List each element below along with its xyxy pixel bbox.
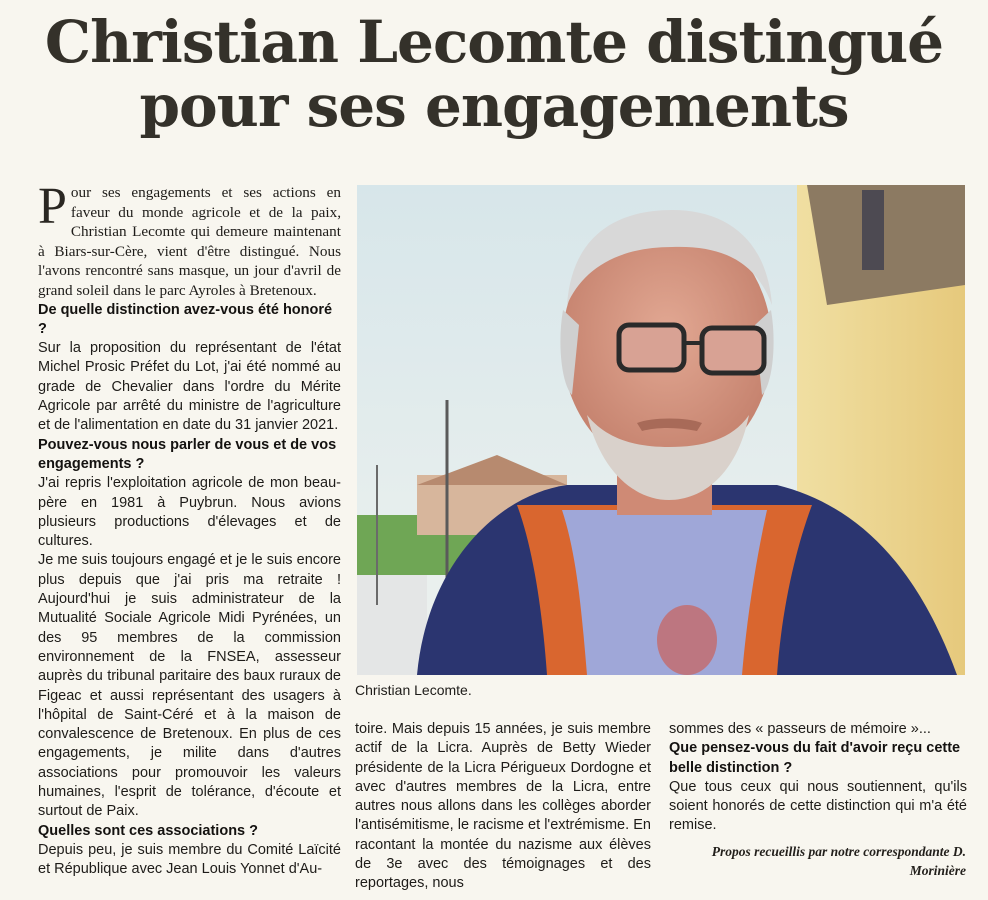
headline-line-1: Christian Lecomte distingué <box>44 8 944 76</box>
answer-2a: J'ai repris l'exploitation agricole de mon beau-père en 1981 à Puybrun. Nous avions plusieurs productions d'élevages et de cultures. <box>38 475 341 550</box>
answer-1: Sur la proposition du représentant de l'état Michel Prosic Préfet du Lot, j'ai été nommé au grade de Chevalier dans l'ordre du Mérite Agricole par arrêté du ministre de l'agriculture et de l'alimentation en date du 31 janvier 2021. <box>38 340 341 434</box>
portrait-photo <box>357 185 965 675</box>
answer-3c: sommes des « passeurs de mémoire »... <box>669 721 931 737</box>
answer-2b: Je me suis toujours engagé et je le suis encore plus depuis que j'ai pris ma retraite ! Aujourd'hui je suis administrateur de la Mutualité Sociale Agricole Midi Pyrénées, un des 95 membres de la commission environnement de la FNSEA, assesseur auprès du tribunal paritaire des baux ruraux de Figeac et aussi représentant des usagers à l'hôpital de Saint-Céré et à la maison de convalescence de Bretenoux. En plus de ces engagements, je milite dans d'autres associations pour promouvoir les valeurs humaines, l'esprit de tolérance, d'écoute et surtout de Paix. <box>38 552 341 820</box>
answer-3b: toire. Mais depuis 15 années, je suis membre actif de la Licra. Auprès de Betty Wieder présidente de la Licra Périgueux Dordogne et avec d'autres membres de la Licra, entre autres nous allons dans les collèges aborder l'antisémitisme, le racisme et l'extrémisme. En racontant la montée du nazisme aux élèves de 3e avec des témoignages et des reportages, nous <box>355 721 651 892</box>
column-right <box>669 720 967 836</box>
question-1: De quelle distinction avez-vous été honoré ? <box>38 301 333 337</box>
photo-caption: Christian Lecomte. <box>355 682 472 698</box>
byline-line-2: Morinière <box>909 863 966 878</box>
byline <box>660 842 966 880</box>
question-2: Pouvez-vous nous parler de vous et de vos engagements ? <box>38 436 337 472</box>
question-4: Que pensez-vous du fait d'avoir reçu cette belle distinction ? <box>669 740 961 776</box>
byline-line-1: Propos recueillis par notre correspondante D. <box>711 844 966 859</box>
lead-text: our ses engagements et ses actions en faveur du monde agricole et de la paix, Christian Lecomte qui demeure maintenant à Biars-sur-Cère, vient d'être distingué. Nous l'avons rencontré sans masque, un jour d'avril de grand soleil dans le parc Ayroles à Bretenoux. <box>38 184 341 299</box>
portrait-illustration <box>357 185 965 675</box>
answer-3a: Depuis peu, je suis membre du Comité Laïcité et République avec Jean Louis Yonnet d'Au- <box>38 841 341 878</box>
column-middle <box>355 720 651 894</box>
article-headline <box>20 10 968 138</box>
column-left <box>38 178 341 879</box>
headline-line-2: pour ses engagements <box>139 72 849 140</box>
drop-cap: P <box>38 178 67 235</box>
answer-4: Que tous ceux qui nous soutiennent, qu'ils soient honorés de cette distinction qui m'a été remise. <box>669 778 967 834</box>
question-3: Quelles sont ces associations ? <box>38 822 258 839</box>
lead-paragraph <box>38 178 341 301</box>
